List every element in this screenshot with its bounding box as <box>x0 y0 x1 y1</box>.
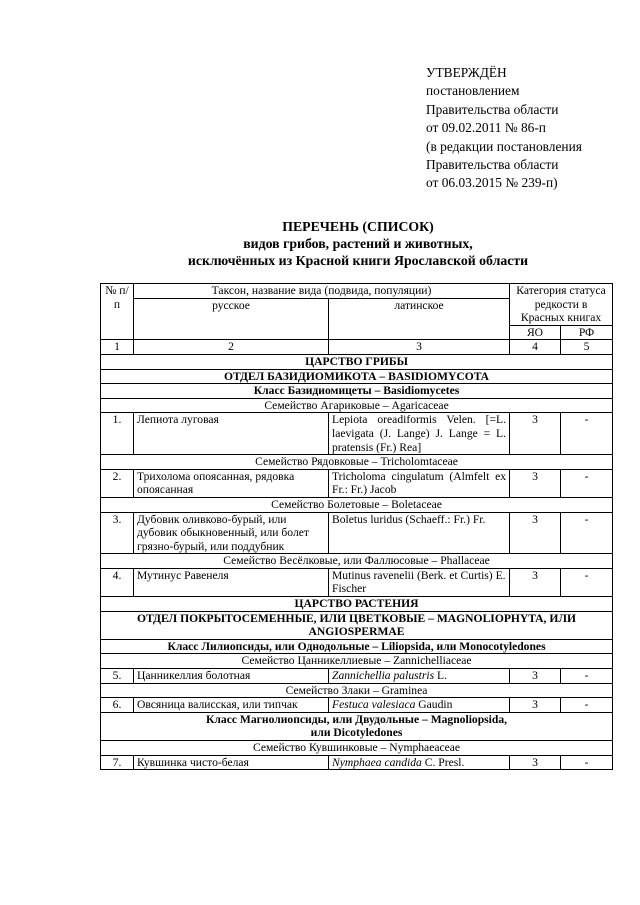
class-heading-line: или Dicotyledones <box>310 726 403 740</box>
row-number: 1. <box>101 413 134 455</box>
class-heading <box>101 712 613 740</box>
header-taxon: Таксон, название вида (подвида, популяции) <box>134 284 510 299</box>
division-heading: ОТДЕЛ ПОКРЫТОСЕМЕННЫЕ, ИЛИ ЦВЕТКОВЫЕ – MAGNOLIOPHYTA, ИЛИ ANGIOSPERMAE <box>101 611 613 639</box>
row-number: 3. <box>101 512 134 554</box>
row-number: 2. <box>101 469 134 497</box>
row-number: 6. <box>101 698 134 713</box>
header-russian: русское <box>134 298 329 340</box>
column-number: 2 <box>134 340 329 355</box>
family-heading: Семейство Болетовые – Boletaceae <box>101 497 613 512</box>
status-yao: 3 <box>510 568 561 596</box>
latin-author: C. Presl. <box>421 755 465 769</box>
status-yao: 3 <box>510 755 561 770</box>
latin-binomial: Zannichellia palustris <box>332 669 435 683</box>
table-row <box>101 698 613 713</box>
status-rf: - <box>561 512 613 554</box>
russian-name: Кувшинка чисто-белая <box>134 755 329 770</box>
class-heading-line: Класс Магнолиопсиды, или Двудольные – Magnoliopsida, <box>205 712 508 726</box>
header-row <box>101 284 613 299</box>
latin-author: L. <box>434 669 447 683</box>
status-rf: - <box>561 698 613 713</box>
approval-line: постановлением <box>426 83 520 99</box>
family-heading: Семейство Кувшинковые – Nymphaeaceae <box>101 741 613 756</box>
family-heading: Семейство Злаки – Graminea <box>101 683 613 698</box>
row-number: 4. <box>101 568 134 596</box>
column-number: 5 <box>561 340 613 355</box>
column-number: 4 <box>510 340 561 355</box>
status-yao: 3 <box>510 698 561 713</box>
approval-stamp <box>426 64 626 193</box>
family-heading: Семейство Цанникеллиевые – Zannichelliaceae <box>101 654 613 669</box>
family-heading: Семейство Весёлковые, или Фаллюсовые – Phallaceae <box>101 554 613 569</box>
family-heading: Семейство Рядовковые – Tricholomtaceae <box>101 455 613 470</box>
class-heading: Класс Базидиомицеты – Basidiomycetes <box>101 384 613 399</box>
title-line-1: ПЕРЕЧЕНЬ (СПИСОК) <box>282 219 434 234</box>
header-no: № п/п <box>101 284 134 340</box>
latin-name: Lepiota oreadiformis Velen. [=L. laevigata (J. Lange) J. Lange = L. pratensis (Fr.) Rea] <box>329 413 510 455</box>
table-row <box>101 413 613 455</box>
kingdom-heading: ЦАРСТВО ГРИБЫ <box>101 354 613 369</box>
approval-line: Правительства области <box>426 157 559 173</box>
excluded-species-table <box>100 283 613 770</box>
column-numbers-row <box>101 340 613 355</box>
russian-name: Лепиота луговая <box>134 413 329 455</box>
russian-name: Дубовик оливково-бурый, или дубовик обыкновенный, или болет грязно-бурый, или поддубник <box>134 512 329 554</box>
status-yao: 3 <box>510 469 561 497</box>
status-yao: 3 <box>510 512 561 554</box>
column-number: 3 <box>329 340 510 355</box>
class-heading: Класс Лилиопсиды, или Однодольные – Liliopsida, или Monocotyledones <box>101 639 613 654</box>
table-row <box>101 469 613 497</box>
latin-binomial: Nymphaea candida <box>332 755 422 769</box>
table-row <box>101 568 613 596</box>
russian-name: Овсяница валисская, или типчак <box>134 698 329 713</box>
status-rf: - <box>561 568 613 596</box>
approval-line: от 09.02.2011 № 86-п <box>426 120 546 136</box>
russian-name: Цанникеллия болотная <box>134 669 329 684</box>
russian-name: Мутинус Равенеля <box>134 568 329 596</box>
russian-name: Трихолома опоясанная, рядовка опоясанная <box>134 469 329 497</box>
kingdom-heading: ЦАРСТВО РАСТЕНИЯ <box>101 597 613 612</box>
family-heading: Семейство Агариковые – Agaricaceae <box>101 398 613 413</box>
header-rf: РФ <box>561 325 613 340</box>
table-row <box>101 512 613 554</box>
approval-line: от 06.03.2015 № 239-п) <box>426 175 558 191</box>
header-yao: ЯО <box>510 325 561 340</box>
latin-name <box>329 755 510 770</box>
title-line-2: видов грибов, растений и животных, <box>243 236 473 251</box>
column-number: 1 <box>101 340 134 355</box>
division-heading: ОТДЕЛ БАЗИДИОМИКОТА – BASIDIOMYCOTA <box>101 369 613 384</box>
table-row <box>101 755 613 770</box>
latin-author: Gaudin <box>415 698 453 712</box>
latin-binomial: Festuca valesiaca <box>332 698 416 712</box>
document-title <box>100 218 616 269</box>
approval-line: УТВЕРЖДЁН <box>426 65 507 80</box>
latin-name: Tricholoma cingulatum (Almfelt ex Fr.: Fr.) Jacob <box>329 469 510 497</box>
header-latin: латинское <box>329 298 510 340</box>
approval-line: (в редакции постановления <box>426 138 582 154</box>
latin-name <box>329 669 510 684</box>
row-number: 5. <box>101 669 134 684</box>
status-rf: - <box>561 669 613 684</box>
status-yao: 3 <box>510 669 561 684</box>
latin-name: Boletus luridus (Schaeff.: Fr.) Fr. <box>329 512 510 554</box>
title-line-3: исключённых из Красной книги Ярославской области <box>187 253 529 268</box>
header-category: Категория статуса редкости в Красных книгах <box>510 284 613 326</box>
table-row <box>101 669 613 684</box>
status-yao: 3 <box>510 413 561 455</box>
status-rf: - <box>561 469 613 497</box>
status-rf: - <box>561 755 613 770</box>
latin-name <box>329 698 510 713</box>
latin-name: Mutinus ravenelii (Berk. et Curtis) E. Fischer <box>329 568 510 596</box>
approval-line: Правительства области <box>426 101 559 117</box>
row-number: 7. <box>101 755 134 770</box>
status-rf: - <box>561 413 613 455</box>
